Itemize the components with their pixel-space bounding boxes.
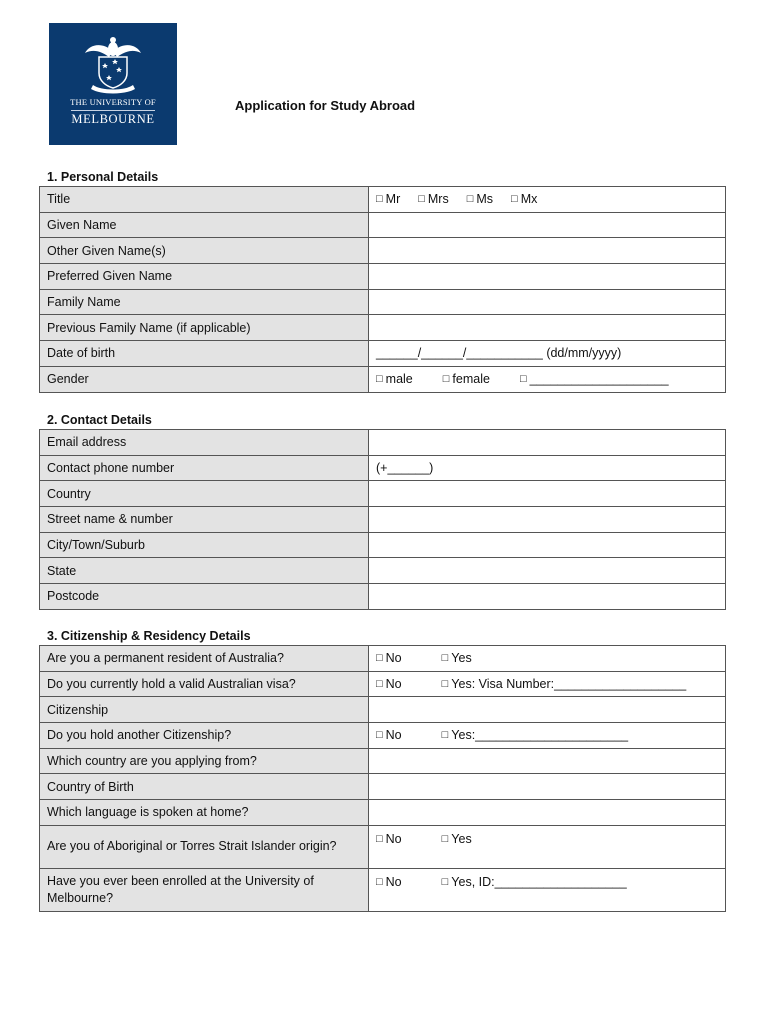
form-row	[40, 800, 726, 826]
form-row	[40, 238, 726, 264]
checkbox-label: No	[385, 651, 402, 666]
form-row	[40, 507, 726, 533]
field-input[interactable]	[369, 584, 726, 610]
logo-text-line2: MELBOURNE	[71, 112, 155, 126]
form-row	[40, 366, 726, 392]
field-input[interactable]	[369, 481, 726, 507]
option-group	[369, 187, 726, 213]
contact-details-table	[39, 429, 726, 610]
field-input[interactable]	[369, 315, 726, 341]
checkbox-icon[interactable]: □	[519, 373, 527, 386]
university-logo	[49, 23, 177, 145]
field-label: Other Given Name(s)	[40, 238, 369, 264]
field-input[interactable]	[369, 697, 726, 723]
form-row	[40, 671, 726, 697]
document-title: Application for Study Abroad	[235, 98, 416, 113]
field-input[interactable]	[369, 212, 726, 238]
field-label: Gender	[40, 366, 369, 392]
field-label: Family Name	[40, 289, 369, 315]
personal-details-table	[39, 186, 726, 393]
checkbox-label: ____________________	[529, 372, 669, 387]
checkbox-label: Yes	[451, 651, 472, 666]
field-label: Street name & number	[40, 507, 369, 533]
checkbox-label: No	[385, 728, 402, 743]
checkbox-label: Yes:______________________	[451, 728, 629, 743]
form-row	[40, 315, 726, 341]
form-row	[40, 532, 726, 558]
checkbox-label: Yes	[451, 831, 472, 846]
field-label: Email address	[40, 430, 369, 456]
checkbox-label: Mr	[385, 192, 401, 207]
field-label: Title	[40, 187, 369, 213]
checkbox-icon[interactable]: □	[376, 875, 383, 888]
field-input[interactable]	[369, 289, 726, 315]
field-input[interactable]	[369, 532, 726, 558]
field-input[interactable]	[369, 507, 726, 533]
checkbox-icon[interactable]: □	[441, 652, 449, 665]
field-input[interactable]	[369, 774, 726, 800]
field-label: Have you ever been enrolled at the University of Melbourne?	[40, 868, 369, 911]
form-row	[40, 748, 726, 774]
checkbox-option[interactable]	[376, 728, 402, 742]
checkbox-icon[interactable]: □	[376, 193, 383, 206]
field-label: Postcode	[40, 584, 369, 610]
option-group	[369, 671, 726, 697]
section-title-citizenship: 3. Citizenship & Residency Details	[47, 629, 251, 643]
checkbox-option[interactable]	[376, 372, 413, 386]
checkbox-label: Ms	[476, 192, 494, 207]
option-group	[369, 723, 726, 749]
checkbox-label: male	[385, 372, 413, 387]
checkbox-option[interactable]	[511, 192, 537, 206]
field-label: Country	[40, 481, 369, 507]
field-label: Do you currently hold a valid Australian visa?	[40, 671, 369, 697]
field-input[interactable]	[369, 238, 726, 264]
form-row	[40, 584, 726, 610]
form-row	[40, 825, 726, 868]
checkbox-option[interactable]	[376, 677, 402, 691]
citizenship-details-table	[39, 645, 726, 912]
form-row	[40, 774, 726, 800]
option-group	[369, 366, 726, 392]
checkbox-option[interactable]	[442, 677, 687, 691]
checkbox-option[interactable]	[443, 372, 490, 386]
checkbox-icon[interactable]: □	[441, 678, 449, 691]
field-input[interactable]: ______/______/___________ (dd/mm/yyyy)	[369, 341, 726, 367]
form-row	[40, 187, 726, 213]
checkbox-option[interactable]	[418, 192, 448, 206]
checkbox-icon[interactable]: □	[441, 729, 449, 742]
crest-icon	[49, 23, 177, 95]
field-label: Citizenship	[40, 697, 369, 723]
checkbox-icon[interactable]: □	[418, 193, 425, 206]
field-label: Preferred Given Name	[40, 264, 369, 290]
checkbox-label: No	[385, 677, 402, 692]
option-group	[369, 646, 726, 672]
form-row	[40, 430, 726, 456]
checkbox-label: Mx	[520, 192, 538, 207]
checkbox-icon[interactable]: □	[441, 875, 449, 888]
form-row	[40, 723, 726, 749]
checkbox-icon[interactable]: □	[376, 652, 383, 665]
checkbox-icon[interactable]: □	[511, 193, 518, 206]
checkbox-icon[interactable]: □	[466, 193, 474, 206]
checkbox-icon[interactable]: □	[441, 832, 449, 845]
checkbox-icon[interactable]: □	[442, 373, 450, 386]
checkbox-label: Yes, ID:___________________	[451, 874, 627, 889]
checkbox-option[interactable]	[520, 372, 669, 386]
checkbox-icon[interactable]: □	[376, 678, 383, 691]
checkbox-label: Mrs	[427, 192, 449, 207]
form-row	[40, 558, 726, 584]
form-row	[40, 868, 726, 911]
field-label: Do you hold another Citizenship?	[40, 723, 369, 749]
field-label: State	[40, 558, 369, 584]
option-group	[369, 868, 726, 911]
checkbox-label: No	[385, 874, 402, 889]
checkbox-icon[interactable]: □	[376, 373, 383, 386]
field-input[interactable]	[369, 558, 726, 584]
field-input[interactable]	[369, 430, 726, 456]
form-row	[40, 264, 726, 290]
form-row	[40, 289, 726, 315]
field-label: Previous Family Name (if applicable)	[40, 315, 369, 341]
checkbox-label: Yes: Visa Number:___________________	[451, 677, 687, 692]
section-title-personal: 1. Personal Details	[47, 170, 159, 184]
field-input[interactable]	[369, 264, 726, 290]
field-label: Which country are you applying from?	[40, 748, 369, 774]
checkbox-label: female	[452, 372, 490, 387]
form-row	[40, 646, 726, 672]
checkbox-option[interactable]	[376, 192, 400, 206]
checkbox-label: No	[385, 831, 402, 846]
checkbox-option[interactable]	[442, 728, 628, 742]
form-row	[40, 481, 726, 507]
form-row	[40, 697, 726, 723]
field-label: Country of Birth	[40, 774, 369, 800]
checkbox-option[interactable]	[442, 651, 472, 665]
field-input[interactable]	[369, 800, 726, 826]
form-row	[40, 341, 726, 367]
field-label: Contact phone number	[40, 455, 369, 481]
field-label: Which language is spoken at home?	[40, 800, 369, 826]
logo-text-line1: THE UNIVERSITY OF	[70, 97, 156, 107]
form-row	[40, 455, 726, 481]
option-group	[369, 825, 726, 868]
checkbox-option[interactable]	[376, 651, 402, 665]
field-label: Are you of Aboriginal or Torres Strait Islander origin?	[40, 825, 369, 868]
field-label: Given Name	[40, 212, 369, 238]
form-row	[40, 212, 726, 238]
section-title-contact: 2. Contact Details	[47, 413, 152, 427]
checkbox-option[interactable]	[376, 875, 402, 889]
checkbox-option[interactable]	[467, 192, 493, 206]
field-label: Date of birth	[40, 341, 369, 367]
checkbox-icon[interactable]: □	[376, 832, 383, 845]
field-label: Are you a permanent resident of Australia?	[40, 646, 369, 672]
field-label: City/Town/Suburb	[40, 532, 369, 558]
field-input[interactable]: (+______)	[369, 455, 726, 481]
checkbox-option[interactable]	[442, 875, 627, 889]
field-input[interactable]	[369, 748, 726, 774]
logo-divider	[71, 110, 155, 111]
checkbox-option[interactable]	[376, 832, 402, 846]
checkbox-icon[interactable]: □	[376, 729, 383, 742]
checkbox-option[interactable]	[442, 832, 472, 846]
